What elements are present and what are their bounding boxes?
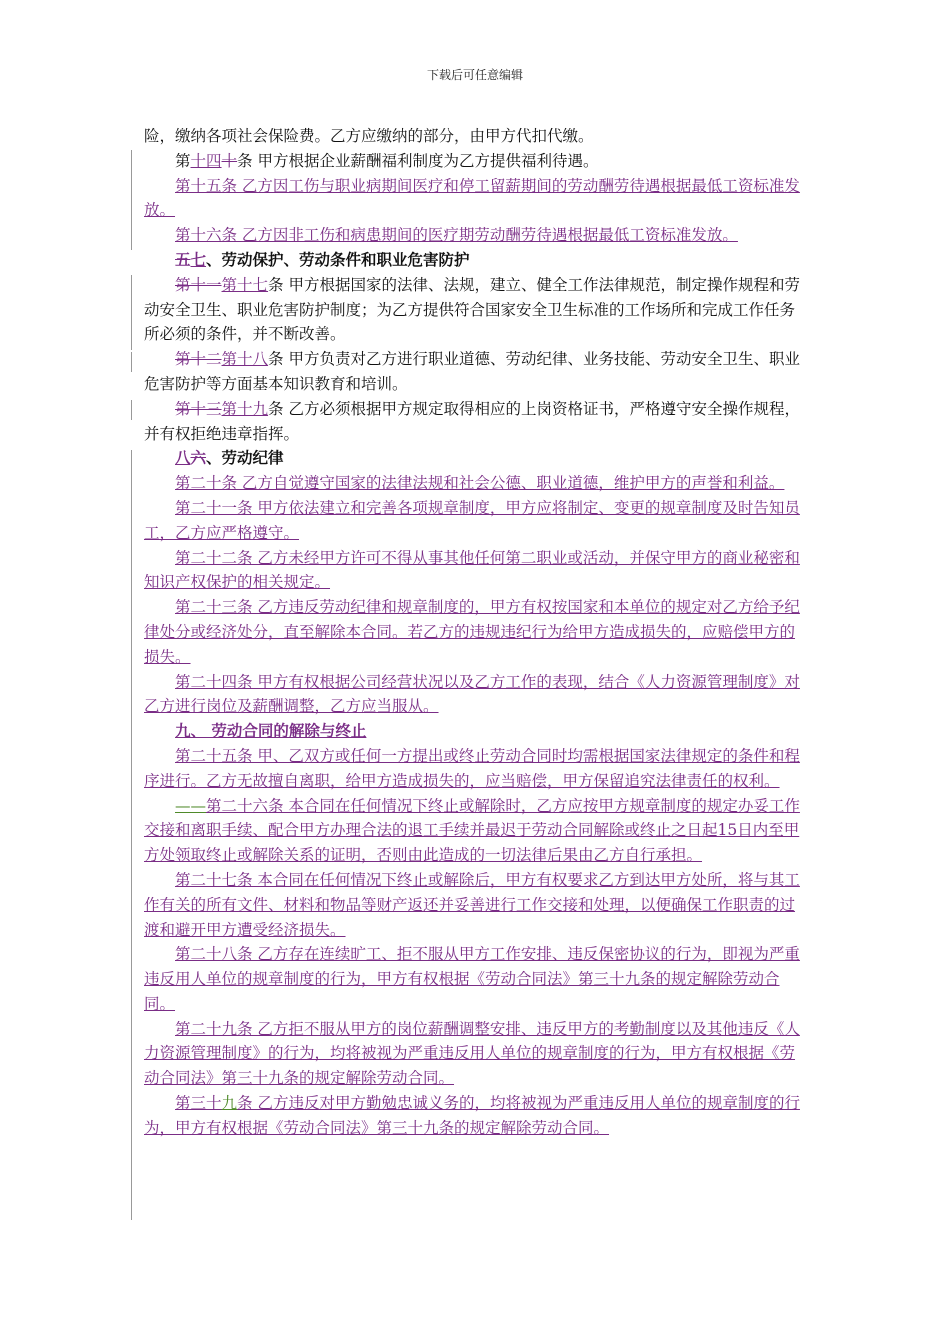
article-paragraph [144, 1017, 810, 1091]
article-paragraph [144, 744, 810, 794]
inserted-text: 第二十六条 本合同在任何情况下终止或解除时，乙方应按甲方规章制度的规定办妥工作交接和离职手续、配合甲方办理合法的退工手续并最迟于劳动合同解除或终止之日起15日内至甲方处领取终止或解除关系的证明，否则由此造成的一切法律后果由乙方自行承担。 [144, 796, 800, 865]
inserted-text: 九 [221, 1094, 238, 1113]
inserted-text: 第十七 [221, 275, 269, 294]
article-paragraph [144, 868, 810, 942]
inserted-text: 第二十一条 甲方依法建立和完善各项规章制度，甲方应将制定、变更的规章制度及时告知员工，乙方应严格遵守。 [144, 498, 800, 542]
inserted-text: 第十五条 乙方因工伤与职业病期间医疗和停工留薪期间的劳动酬劳待遇根据最低工资标准发放。 [144, 176, 800, 220]
inserted-text: 第二十七条 本合同在任何情况下终止或解除后，甲方有权要求乙方到达甲方处所，将与其工作有关的所有文件、材料和物品等财产返还并妥善进行工作交接和处理，以便确保工作职责的过渡和避开甲方遭受经济损失。 [144, 870, 800, 939]
article-paragraph [144, 149, 810, 174]
article-paragraph [144, 471, 810, 496]
inserted-text: 八 [175, 448, 191, 468]
article-paragraph [144, 942, 810, 1016]
inserted-text: 第二十五条 甲、乙双方或任何一方提出或终止劳动合同时均需根据国家法律规定的条件和程序进行。乙方无故擅自离职，给甲方造成损失的，应当赔偿，甲方保留追究法律责任的权利。 [144, 746, 800, 790]
change-bar [131, 400, 132, 420]
inserted-text: 十四 [190, 151, 222, 170]
article-paragraph [144, 1091, 810, 1141]
inserted-text: 第十八 [221, 350, 269, 369]
inserted-text: 第二十四条 甲方有权根据公司经营状况以及乙方工作的表现，结合《人力资源管理制度》对乙方进行岗位及薪酬调整，乙方应当服从。 [144, 672, 800, 716]
document-body [144, 124, 810, 1141]
text-run: 第 [175, 151, 191, 170]
article-paragraph [144, 595, 810, 669]
article-paragraph [144, 794, 810, 868]
deleted-text: 五 [175, 249, 191, 269]
page-header: 下载后可任意编辑 [426, 68, 523, 82]
inserted-text: 七 [190, 249, 207, 269]
section-heading [144, 248, 810, 273]
section-heading [144, 719, 810, 744]
article-paragraph [144, 670, 810, 720]
deleted-text: 第十三 [175, 399, 222, 418]
change-bar [131, 352, 132, 372]
change-bar [131, 450, 132, 1220]
change-bar [131, 275, 132, 350]
deleted-text: 十 [221, 151, 238, 170]
article-paragraph [144, 496, 810, 546]
text-run: 、劳动纪律 [206, 448, 284, 468]
article-paragraph [144, 546, 810, 596]
inserted-text: 第三十 [175, 1094, 222, 1113]
article-paragraph [144, 124, 810, 149]
inserted-text: 第二十九条 乙方拒不服从甲方的岗位薪酬调整安排、违反甲方的考勤制度以及其他违反《人力资源管理制度》的行为，均将被视为严重违反用人单位的规章制度的行为，甲方有权根据《劳动合同法》第三十九条的规定解除劳动合同。 [144, 1019, 800, 1088]
inserted-text: 第二十条 乙方自觉遵守国家的法律法规和社会公德、职业道德，维护甲方的声誉和利益。 [175, 474, 785, 493]
section-heading [144, 446, 810, 471]
text-run: 条 乙方必须根据甲方规定取得相应的上岗资格证书，严格遵守安全操作规程，并有权拒绝违章指挥。 [144, 399, 800, 443]
text-run: 条 甲方负责对乙方进行职业道德、劳动纪律、业务技能、劳动安全卫生、职业危害防护等方面基本知识教育和培训。 [144, 350, 800, 393]
inserted-text: 第二十三条 乙方违反劳动纪律和规章制度的，甲方有权按国家和本单位的规定对乙方给予纪律处分或经济处分，直至解除本合同。若乙方的违规违纪行为给甲方造成损失的，应赔偿甲方的损失。 [144, 598, 800, 666]
inserted-text: 第十九 [221, 399, 269, 418]
article-paragraph [144, 273, 810, 347]
inserted-text: 条 乙方违反对甲方勤勉忠诚义务的，均将被视为严重违反用人单位的规章制度的行为，甲方有权根据《劳动合同法》第三十九条的规定解除劳动合同。 [144, 1094, 800, 1137]
deleted-text: 第十一 [175, 275, 222, 294]
article-paragraph [144, 174, 810, 224]
text-run: 条 甲方根据国家的法律、法规，建立、健全工作法律规范，制定操作规程和劳动安全卫生、职业危害防护制度；为乙方提供符合国家安全卫生标准的工作场所和完成工作任务所必须的条件，并不断改善。 [144, 275, 800, 344]
deleted-text: 第十二 [175, 350, 222, 369]
change-bar [131, 150, 132, 250]
text-run: 险，缴纳各项社会保险费。乙方应缴纳的部分，由甲方代扣代缴。 [144, 127, 594, 145]
inserted-text: —— [175, 796, 206, 815]
inserted-text: 九、 劳动合同的解除与终止 [175, 721, 367, 741]
deleted-text: 六 [190, 448, 207, 468]
inserted-text: 第二十八条 乙方存在连续旷工、拒不服从甲方工作安排、违反保密协议的行为，即视为严重违反用人单位的规章制度的行为，甲方有权根据《劳动合同法》第三十九条的规定解除劳动合同。 [144, 945, 800, 1013]
article-paragraph [144, 223, 810, 248]
text-run: 、劳动保护、劳动条件和职业危害防护 [206, 249, 470, 269]
article-paragraph [144, 347, 810, 397]
text-run: 条 甲方根据企业薪酬福利制度为乙方提供福利待遇。 [237, 151, 599, 170]
inserted-text: 第十六条 乙方因非工伤和病患期间的医疗期劳动酬劳待遇根据最低工资标准发放。 [175, 226, 738, 245]
inserted-text: 第二十二条 乙方未经甲方许可不得从事其他任何第二职业或活动，并保守甲方的商业秘密和知识产权保护的相关规定。 [144, 548, 800, 592]
article-paragraph [144, 397, 810, 447]
